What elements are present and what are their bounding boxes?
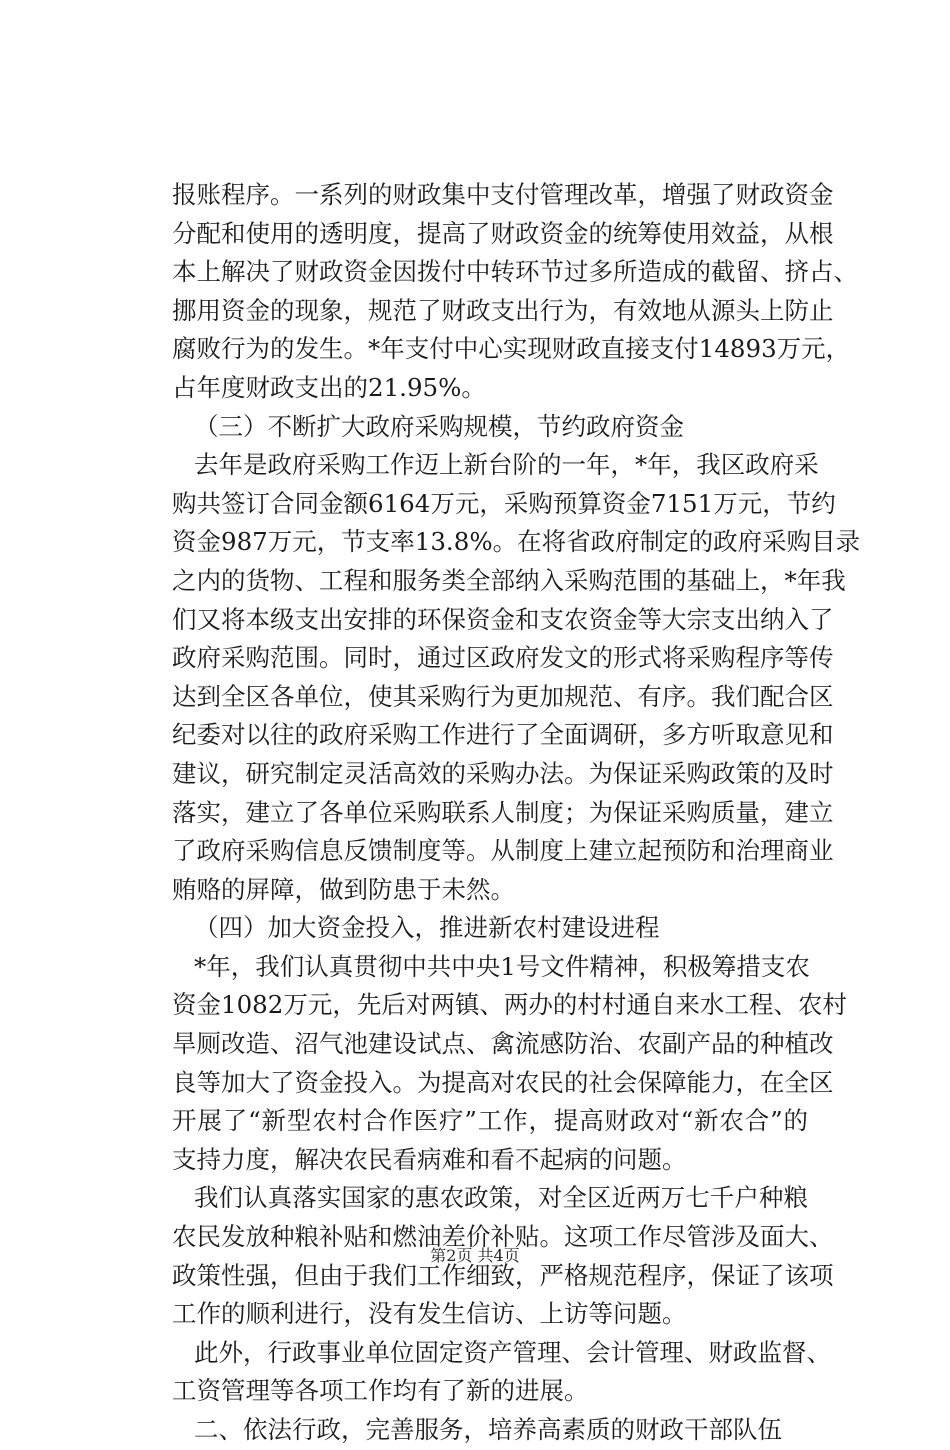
body-text-line: 贿赂的屏障，做到防患于未然。 — [172, 874, 515, 904]
body-text-line: 们又将本级支出安排的环保资金和支农资金等大宗支出纳入了 — [172, 604, 834, 634]
body-text-line: 支持力度，解决农民看病难和看不起病的问题。 — [172, 1144, 687, 1174]
section-heading: （三）不断扩大政府采购规模，节约政府资金 — [194, 411, 684, 441]
body-text-line: 我们认真落实国家的惠农政策，对全区近两万七千户种粮 — [194, 1183, 808, 1213]
body-text-line: 腐败行为的发生。*年支付中心实现财政直接支付14893万元， — [172, 334, 851, 364]
body-text-line: 本上解决了财政资金因拨付中转环节过多所造成的截留、挤占、 — [172, 257, 858, 287]
body-text-line: 落实，建立了各单位采购联系人制度；为保证采购质量，建立 — [172, 797, 834, 827]
body-text-line: 资金1082万元，先后对两镇、两办的村村通自来水工程、农村 — [172, 990, 847, 1020]
body-text-line: 旱厕改造、沼气池建设试点、禽流感防治、农副产品的种植改 — [172, 1029, 834, 1059]
body-text-line: 达到全区各单位，使其采购行为更加规范、有序。我们配合区 — [172, 681, 834, 711]
section-heading: （四）加大资金投入，推进新农村建设进程 — [194, 913, 660, 943]
body-text-line: 资金987万元，节支率13.8%。在将省政府制定的政府采购目录 — [172, 527, 861, 557]
body-text-line: 工作的顺利进行，没有发生信访、上访等问题。 — [172, 1299, 687, 1329]
section-heading: 二、依法行政，完善服务，培养高素质的财政干部队伍 — [194, 1415, 782, 1444]
body-text-line: 之内的货物、工程和服务类全部纳入采购范围的基础上，*年我 — [172, 565, 846, 595]
body-text-line: 分配和使用的透明度，提高了财政资金的统筹使用效益，从根 — [172, 218, 834, 248]
body-text-line: 农民发放种粮补贴和燃油差价补贴。这项工作尽管涉及面大、 — [172, 1222, 834, 1252]
body-text-line: 购共签订合同金额6164万元，采购预算资金7151万元，节约 — [172, 488, 836, 518]
body-text-line: 政策性强，但由于我们工作细致，严格规范程序，保证了该项 — [172, 1260, 834, 1290]
body-text-line: 此外，行政事业单位固定资产管理、会计管理、财政监督、 — [194, 1337, 831, 1367]
body-text-line: 了政府采购信息反馈制度等。从制度上建立起预防和治理商业 — [172, 836, 834, 866]
body-text-line: 建议，研究制定灵活高效的采购办法。为保证采购政策的及时 — [172, 758, 834, 788]
body-text-line: *年，我们认真贯彻中共中央1号文件精神，积极筹措支农 — [194, 951, 810, 981]
body-text-line: 报账程序。一系列的财政集中支付管理改革，增强了财政资金 — [172, 180, 834, 209]
body-text-line: 挪用资金的现象，规范了财政支出行为，有效地从源头上防止 — [172, 295, 834, 325]
body-text-line: 工资管理等各项工作均有了新的进展。 — [172, 1376, 589, 1406]
body-text-line: 政府采购范围。同时，通过区政府发文的形式将采购程序等传 — [172, 643, 834, 673]
body-text-line: 开展了“新型农村合作医疗”工作，提高财政对“新农合”的 — [172, 1106, 808, 1136]
body-text-line: 占年度财政支出的21.95%。 — [172, 372, 486, 402]
body-text-line: 去年是政府采购工作迈上新台阶的一年，*年，我区政府采 — [194, 450, 819, 480]
body-text-line: 纪委对以往的政府采购工作进行了全面调研，多方听取意见和 — [172, 720, 834, 750]
page-footer: 第2页 共4页 — [430, 1246, 520, 1265]
body-text-line: 良等加大了资金投入。为提高对农民的社会保障能力，在全区 — [172, 1067, 834, 1097]
